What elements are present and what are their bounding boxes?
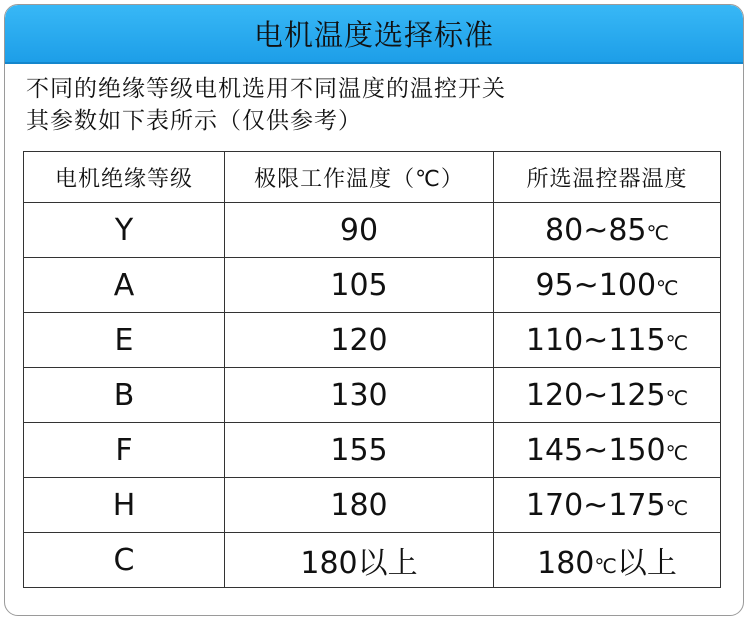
table-row xyxy=(24,258,721,313)
cell-limit: 90 xyxy=(225,203,494,258)
cell-range xyxy=(494,258,721,313)
cell-limit: 130 xyxy=(225,368,494,423)
intro-text xyxy=(26,73,506,137)
range-value: 170~175 xyxy=(525,487,666,523)
table-row xyxy=(24,478,721,533)
intro-line-2: 其参数如下表所示（仅供参考） xyxy=(26,108,362,134)
cell-class: B xyxy=(24,368,225,423)
cell-range xyxy=(494,368,721,423)
table-row xyxy=(24,368,721,423)
unit-label: ℃ xyxy=(665,385,689,410)
header-thermostat-temperature: 所选温控器温度 xyxy=(494,152,721,203)
header-limit-temperature: 极限工作温度（℃） xyxy=(225,152,494,203)
page-title: 电机温度选择标准 xyxy=(253,18,494,52)
cell-limit: 180以上 xyxy=(225,533,494,588)
cell-class: C xyxy=(24,533,225,588)
cell-class: Y xyxy=(24,203,225,258)
cell-class: F xyxy=(24,423,225,478)
cell-range xyxy=(494,203,721,258)
unit-label: ℃ xyxy=(665,495,689,520)
table-row xyxy=(24,423,721,478)
table-row xyxy=(24,533,721,588)
intro-line-1: 不同的绝缘等级电机选用不同温度的温控开关 xyxy=(26,76,506,102)
title-bar xyxy=(5,5,743,64)
cell-class: E xyxy=(24,313,225,368)
range-value: 80~85 xyxy=(545,212,647,248)
range-value: 145~150 xyxy=(525,432,666,468)
table-row xyxy=(24,203,721,258)
cell-range xyxy=(494,533,721,588)
header-insulation-class: 电机绝缘等级 xyxy=(24,152,225,203)
cell-limit: 120 xyxy=(225,313,494,368)
cell-limit: 180 xyxy=(225,478,494,533)
unit-label: ℃ xyxy=(594,554,617,578)
cell-limit: 155 xyxy=(225,423,494,478)
cell-class: A xyxy=(24,258,225,313)
cell-range xyxy=(494,478,721,533)
table-header-row xyxy=(24,152,721,203)
unit-label: ℃ xyxy=(665,330,689,355)
range-value: 110~115 xyxy=(525,322,666,358)
unit-label: ℃ xyxy=(665,440,689,465)
cell-class: H xyxy=(24,478,225,533)
temperature-table xyxy=(23,151,721,588)
cell-range xyxy=(494,423,721,478)
unit-label: ℃ xyxy=(646,220,669,245)
unit-label: ℃ xyxy=(656,275,679,300)
range-value: 95~100 xyxy=(535,267,657,303)
range-value: 120~125 xyxy=(525,377,666,413)
range-suffix: 以上 xyxy=(616,546,677,581)
range-value: 180 xyxy=(537,546,595,581)
cell-range xyxy=(494,313,721,368)
cell-limit: 105 xyxy=(225,258,494,313)
table-row xyxy=(24,313,721,368)
